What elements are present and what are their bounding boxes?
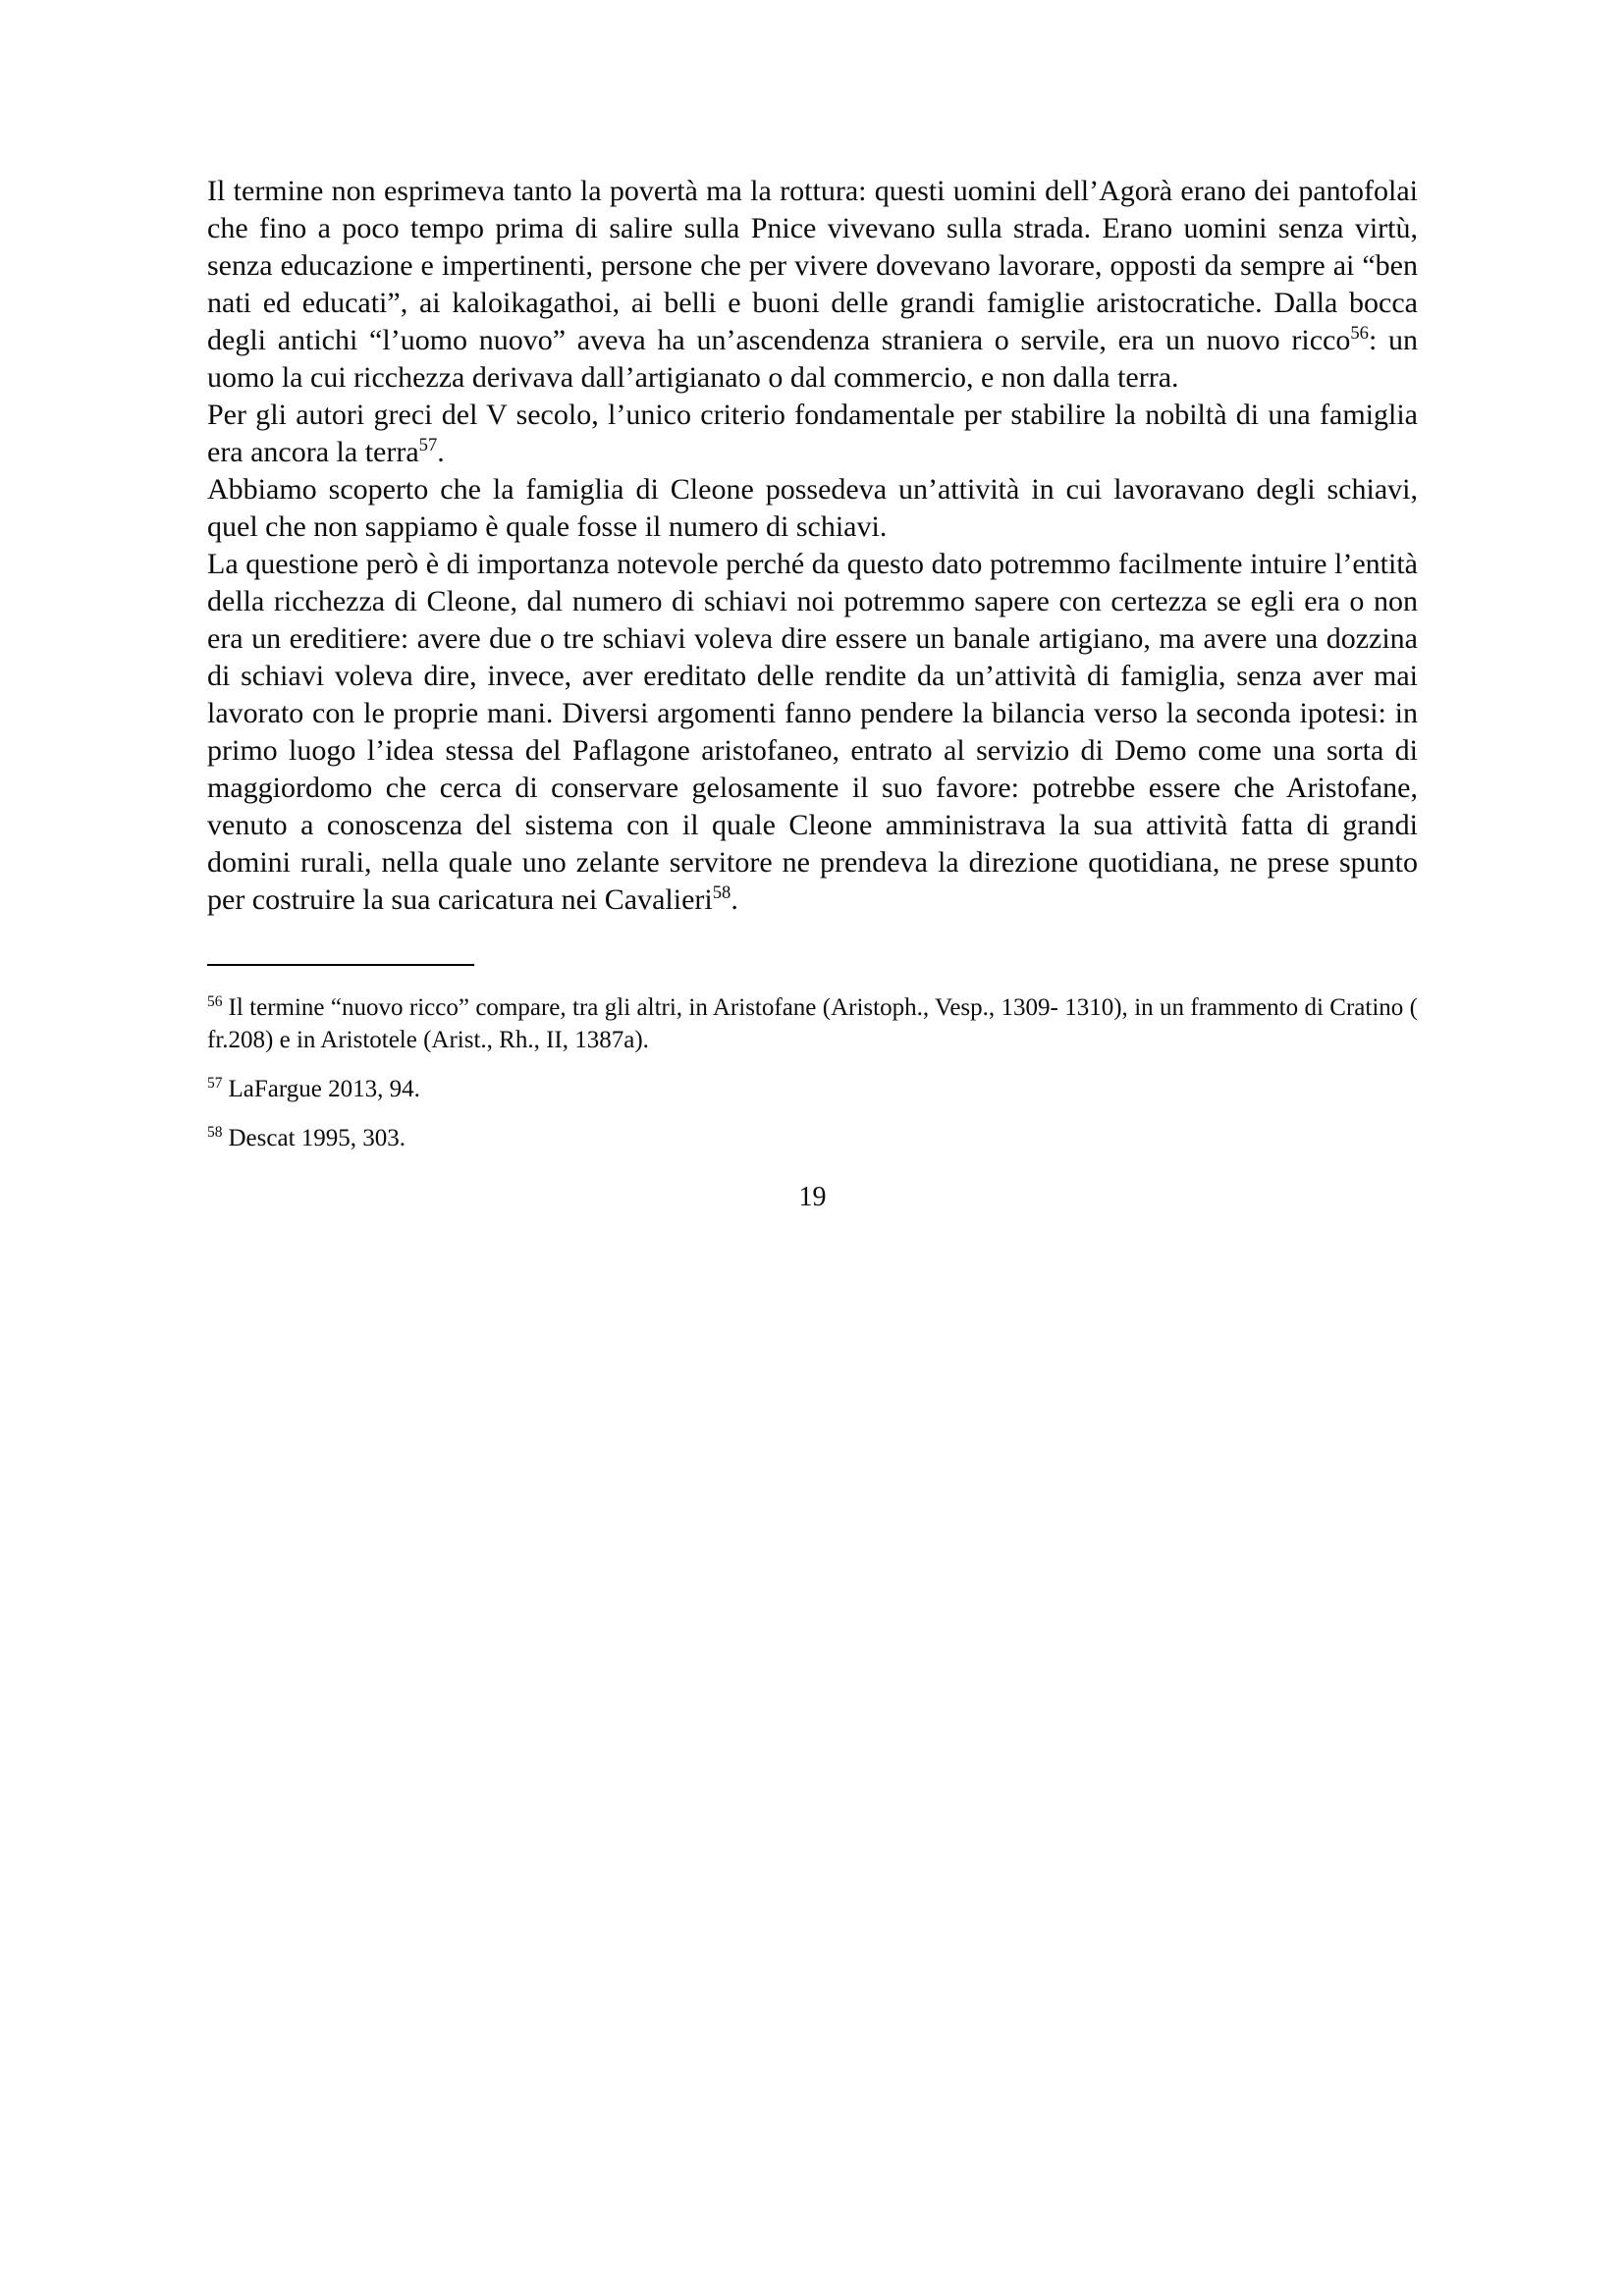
footnote-ref-56: 56 [1350,323,1369,344]
paragraph-3-text: Abbiamo scoperto che la famiglia di Cleone possedeva un’attività in cui lavoravano degli schiavi, quel che non sappiamo è quale fosse il numero di schiavi. [207,473,1418,543]
footnotes-section [207,991,1418,1154]
page-number: 19 [798,1182,827,1212]
footnote-56-marker: 56 [207,992,223,1010]
footnote-57-marker: 57 [207,1074,223,1092]
paragraph-1-text-after-ref: : un uomo la cui ricchezza derivava dall’artigianato o dal commercio, e non dalla terra. [207,324,1419,394]
paragraph-1 [207,173,1418,397]
footnote-ref-58: 58 [712,882,731,903]
paragraph-2-text: Per gli autori greci del V secolo, l’unico criterio fondamentale per stabilire la nobiltà di una famiglia era ancora la terra [207,399,1418,468]
footnote-58-marker: 58 [207,1123,223,1141]
paragraph-3 [207,471,1418,546]
paragraph-4-text-after-ref: . [731,883,738,916]
text-block [207,173,1418,1213]
footnote-58-text: Descat 1995, 303. [228,1125,406,1151]
footnote-58 [207,1122,1418,1154]
paragraph-2 [207,397,1418,471]
footnote-56 [207,991,1418,1056]
paragraph-4 [207,546,1418,919]
paragraph-1-text: Il termine non esprimeva tanto la povertà ma la rottura: questi uomini dell’Agorà erano dei pantofolai che fino a poco tempo prima di salire sulla Pnice vivevano sulla strada. Erano uomini senza virtù, senza educazione e impertinenti, persone che per vivere dovevano lavorare, opposti da sempre ai “ben nati ed educati”, ai kaloikagathoi, ai belli e buoni delle grandi famiglie aristocratiche. Dalla bocca degli antichi “l’uomo nuovo” aveva ha un’ascendenza straniera o servile, era un nuovo ricco [207,175,1418,356]
footnote-56-text: Il termine “nuovo ricco” compare, tra gli altri, in Aristofane (Aristoph., Vesp., 1309- 1310), in un frammento di Cratino ( fr.208) e in Aristotele (Arist., Rh., II, 1387a). [207,994,1418,1053]
footnote-57 [207,1073,1418,1105]
paragraph-4-text: La questione però è di importanza notevole perché da questo dato potremmo facilmente intuire l’entità della ricchezza di Cleone, dal numero di schiavi noi potremmo sapere con certezza se egli era o non era un ereditiere: avere due o tre schiavi voleva dire essere un banale artigiano, ma avere una dozzina di schiavi voleva dire, invece, aver ereditato delle rendite da un’attività di famiglia, senza aver mai lavorato con le proprie mani. Diversi argomenti fanno pendere la bilancia verso la seconda ipotesi: in primo luogo l’idea stessa del Paflagone aristofaneo, entrato al servizio di Demo come una sorta di maggiordomo che cerca di conservare gelosamente il suo favore: potrebbe essere che Aristofane, venuto a conoscenza del sistema con il quale Cleone amministrava la sua attività fatta di grandi domini rurali, nella quale uno zelante servitore ne prendeva la direzione quotidiana, ne prese spunto per costruire la sua caricatura nei Cavalieri [207,548,1418,916]
footnote-separator-line [207,964,474,966]
footnote-57-text: LaFargue 2013, 94. [228,1076,420,1102]
paragraph-2-text-after-ref: . [437,436,445,468]
footnote-ref-57: 57 [418,435,438,455]
